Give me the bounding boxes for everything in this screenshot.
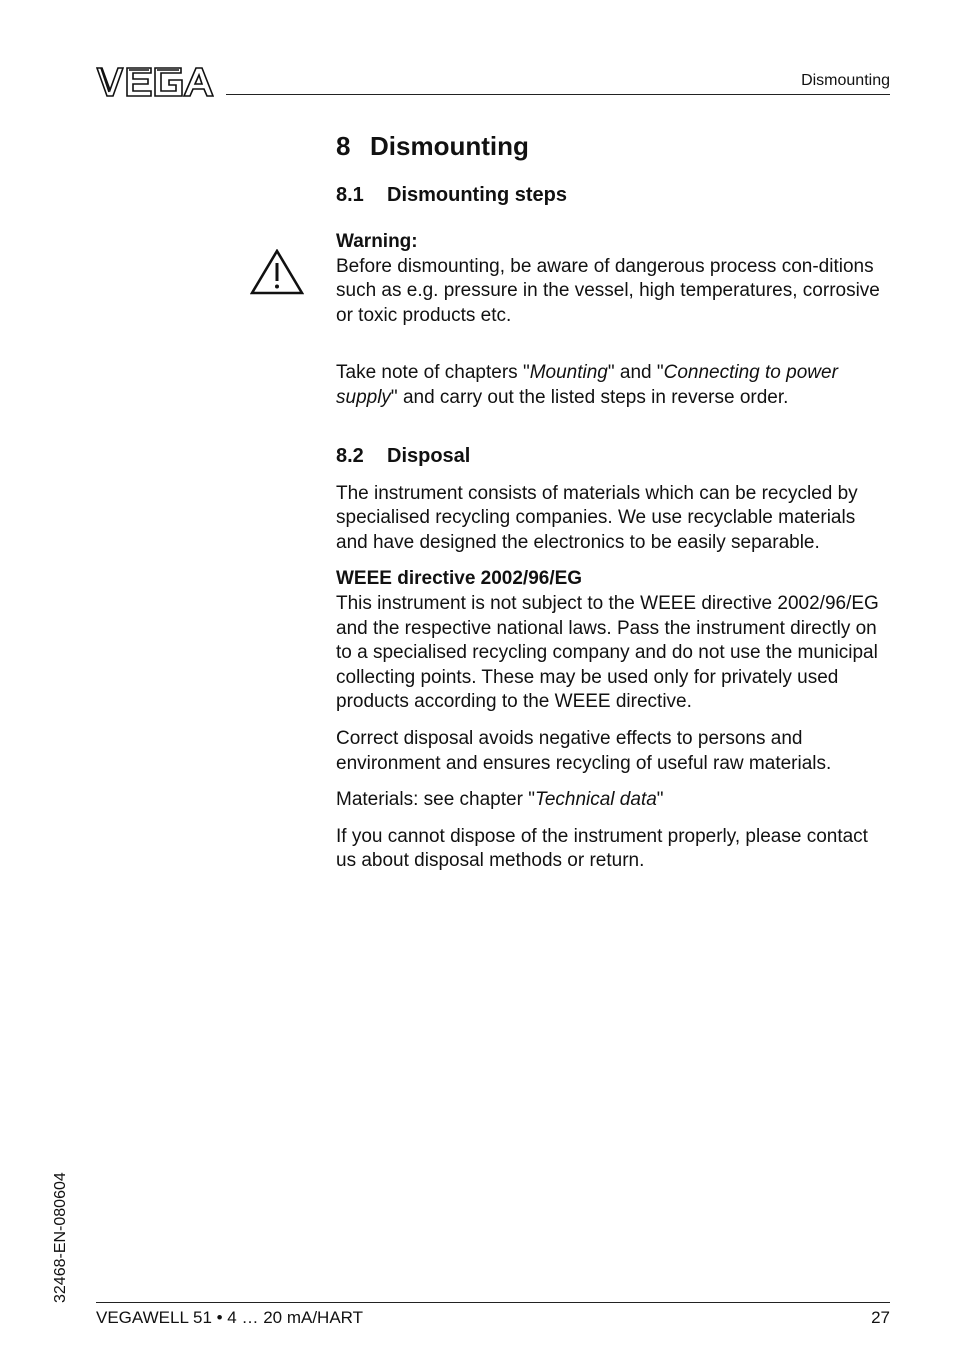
contact-paragraph: If you cannot dispose of the instrument properly, please contact us about disposal methods or return. — [336, 825, 868, 872]
warning-triangle-icon — [250, 249, 304, 295]
power-chapter-ref: Connecting to power supply — [336, 362, 838, 408]
disposal-paragraph: The instrument consists of materials which can be recycled by specialised recycling companies. We use recyclable materials and have designed the electronics to be easily separable. — [336, 482, 858, 553]
vega-logo — [96, 66, 214, 98]
technical-data-ref: Technical data — [534, 789, 657, 811]
disposal-benefits-paragraph: Correct disposal avoids negative effects to persons and environment and ensures recycling of useful raw materials. — [336, 727, 832, 774]
weee-text: This instrument is not subject to the WEEE directive 2002/96/EG and the respective national laws. Pass the instrument directly on to a specialised recycling company and do not use the municipal collecting points. These may be used only for privately used products according to the WEEE directive. — [336, 592, 879, 713]
document-code: 32468-EN-080604 — [52, 1172, 69, 1303]
warning-label: Warning: — [336, 231, 418, 252]
header-section-title: Dismounting — [801, 72, 890, 89]
weee-heading: WEEE directive 2002/96/EG — [336, 568, 583, 590]
mounting-chapter-ref: Mounting — [529, 362, 608, 384]
mounting-note: Take note of chapters "Mounting" and "Connecting to power supply" and carry out the listed steps in reverse order. — [336, 362, 838, 408]
header-rule — [226, 94, 890, 95]
materials-paragraph: Materials: see chapter "Technical data" — [336, 789, 664, 811]
footer-product: VEGAWELL 51 • 4 … 20 mA/HART — [96, 1308, 364, 1327]
footer-rule — [96, 1302, 890, 1303]
page-number: 27 — [871, 1308, 890, 1327]
warning-text: Before dismounting, be aware of dangerous process con-ditions such as e.g. pressure in the vessel, high temperatures, corrosive or toxic products etc. — [336, 255, 880, 326]
main-content — [336, 128, 892, 874]
chapter-title: 8 Dismounting — [336, 131, 529, 161]
section-title-8-1: 8.1 Dismounting steps — [336, 184, 568, 206]
section-title-8-2: 8.2 Disposal — [336, 444, 471, 467]
